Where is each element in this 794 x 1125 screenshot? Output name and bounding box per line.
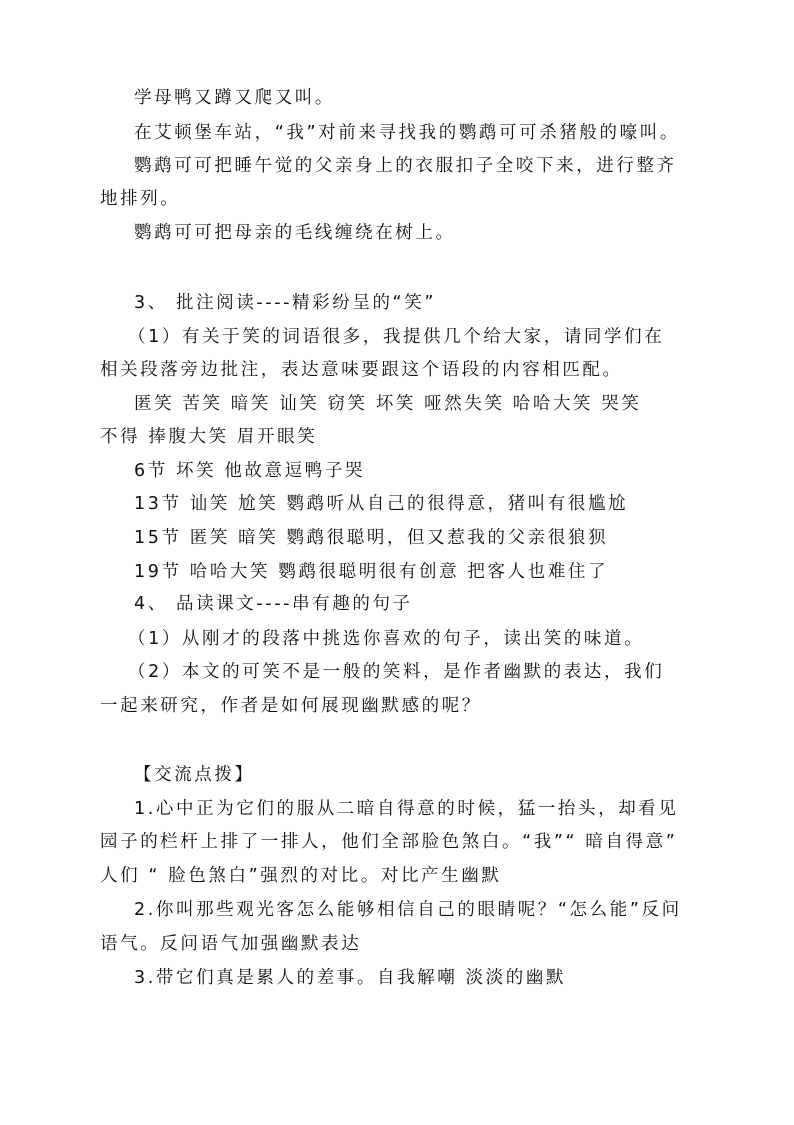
text-line: 鹦鹉可可把母亲的毛线缠绕在树上。 bbox=[134, 223, 456, 243]
text-line: 19节 哈哈大笑 鹦鹉很聪明很有创意 把客人也难住了 bbox=[134, 562, 609, 582]
text-line: 一起来研究，作者是如何展现幽默感的呢？ bbox=[100, 696, 482, 716]
text-line: 15节 匿笑 暗笑 鹦鹉很聪明，但又惹我的父亲很狼狈 bbox=[134, 528, 609, 548]
text-line: （2）本文的可笑不是一般的笑料，是作者幽默的表达，我们 bbox=[128, 662, 665, 682]
text-line: （1）从刚才的段落中挑选你喜欢的句子，读出笑的味道。 bbox=[128, 629, 645, 649]
text-line: 园子的栏杆上排了一排人，他们全部脸色煞白。“我”“ 暗自得意” bbox=[100, 832, 678, 852]
text-line: 匿笑 苦笑 暗笑 讪笑 窃笑 坏笑 哑然失笑 哈哈大笑 哭笑 bbox=[134, 394, 642, 414]
section-heading: 3、 批注阅读----精彩纷呈的“笑” bbox=[134, 293, 436, 313]
text-line: 鹦鹉可可把睡午觉的父亲身上的衣服扣子全咬下来，进行整齐 bbox=[134, 156, 677, 176]
text-line: 语气。反问语气加强幽默表达 bbox=[100, 934, 362, 954]
text-line: 3.带它们真是累人的差事。自我解嘲 淡淡的幽默 bbox=[134, 968, 567, 988]
section-heading: 【交流点拨】 bbox=[134, 765, 255, 785]
text-line: 2.你叫那些观光客怎么能够相信自己的眼睛呢？“怎么能”反问 bbox=[134, 900, 682, 920]
text-line: 13节 讪笑 尬笑 鹦鹉听从自己的很得意，猪叫有很尴尬 bbox=[134, 494, 629, 514]
text-line: 在艾顿堡车站，“我”对前来寻找我的鹦鹉可可杀猪般的嚎叫。 bbox=[134, 123, 680, 143]
text-line: 不得 捧腹大笑 眉开眼笑 bbox=[100, 427, 318, 447]
text-line: 地排列。 bbox=[100, 189, 181, 209]
text-line: （1）有关于笑的词语很多，我提供几个给大家，请同学们在 bbox=[128, 327, 665, 347]
text-line: 6节 坏笑 他故意逗鸭子哭 bbox=[134, 461, 366, 481]
section-heading: 4、 品读课文----串有趣的句子 bbox=[134, 594, 413, 614]
text-line: 1.心中正为它们的服从二暗自得意的时候，猛一抬头，却看见 bbox=[134, 799, 679, 819]
text-line: 人们 “ 脸色煞白”强烈的对比。对比产生幽默 bbox=[100, 866, 502, 886]
text-line: 学母鸭又蹲又爬又叫。 bbox=[134, 88, 335, 108]
text-line: 相关段落旁边批注，表达意味要跟这个语段的内容相匹配。 bbox=[100, 360, 623, 380]
